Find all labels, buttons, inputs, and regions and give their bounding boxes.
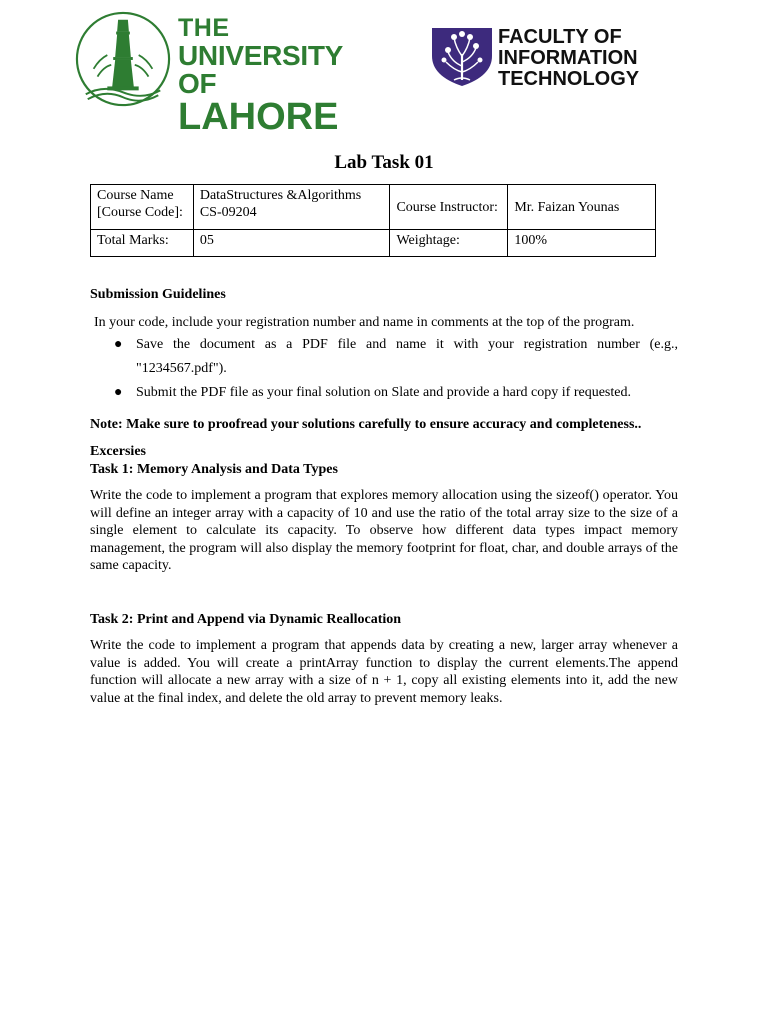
task2-body: Write the code to implement a program that appends data by creating a new, larger array whenever a value is added. You will create a printArray function to display the current elements.The append function will allocate a new array with a size of n + 1, copy all existing elements into it, add the new value at the final index, and delete the old array to prevent memory leaks. bbox=[90, 638, 678, 706]
faculty-logo-text bbox=[498, 27, 639, 90]
tree-shield-icon bbox=[430, 26, 494, 88]
bullet-text: Submit the PDF file as your final solution on Slate and provide a hard copy if requested. bbox=[136, 385, 631, 400]
weightage-value: 100% bbox=[508, 230, 656, 257]
instructor-label: Course Instructor: bbox=[390, 185, 508, 230]
bullet-icon: ● bbox=[114, 385, 123, 400]
note: Note: Make sure to proofread your solutions carefully to ensure accuracy and completeness.. bbox=[90, 417, 642, 432]
course-name-label-cell bbox=[91, 185, 194, 230]
faculty-logo-line3: TECHNOLOGY bbox=[498, 68, 640, 90]
task1-body: Write the code to implement a program that explores memory allocation using the sizeof() operator. You will define an integer array with a capacity of 10 and use the ratio of the total array size to the size of a single element to calculate its capacity. To observe how different data types impact memory management, the program will also display the memory footprint for float, char, and double arrays of the same capacity. bbox=[90, 488, 678, 573]
exercises-heading: Excersies bbox=[90, 444, 146, 459]
course-name-value-cell bbox=[193, 185, 390, 230]
bullet-text: Save the document as a PDF file and name it with your registration number (e.g., "1234567.pdf"). bbox=[136, 337, 678, 376]
task2-heading: Task 2: Print and Append via Dynamic Reallocation bbox=[90, 611, 402, 627]
university-logo-line1: THE bbox=[178, 14, 230, 42]
university-logo-line2: UNIVERSITY OF bbox=[178, 40, 343, 99]
minar-emblem-icon bbox=[74, 10, 172, 108]
course-code-label: [Course Code]: bbox=[97, 205, 183, 220]
page-title: Lab Task 01 bbox=[334, 152, 434, 173]
course-info-table bbox=[90, 184, 656, 257]
list-item bbox=[90, 381, 678, 405]
university-logo-text bbox=[178, 16, 374, 136]
document-body bbox=[90, 286, 678, 707]
faculty-logo-line2: INFORMATION bbox=[498, 47, 638, 69]
submission-intro: In your code, include your registration number and name in comments at the top of the program. bbox=[94, 314, 635, 330]
instructor-value: Mr. Faizan Younas bbox=[508, 185, 656, 230]
university-logo-line3: LAHORE bbox=[178, 96, 339, 138]
bullet-icon: ● bbox=[114, 337, 123, 352]
submission-heading: Submission Guidelines bbox=[90, 287, 226, 302]
course-code-value: CS-09204 bbox=[199, 205, 257, 220]
task1-heading: Task 1: Memory Analysis and Data Types bbox=[90, 461, 338, 477]
faculty-logo-line1: FACULTY OF bbox=[498, 26, 622, 48]
faculty-logo bbox=[430, 26, 670, 90]
university-logo bbox=[74, 8, 374, 138]
weightage-label: Weightage: bbox=[390, 230, 508, 257]
document-header bbox=[0, 0, 768, 138]
table-row bbox=[91, 185, 656, 230]
total-marks-label: Total Marks: bbox=[91, 230, 194, 257]
course-name-value: DataStructures &Algorithms bbox=[199, 188, 362, 203]
table-row bbox=[91, 230, 656, 257]
list-item bbox=[90, 333, 678, 381]
total-marks-value: 05 bbox=[193, 230, 390, 257]
submission-bullet-list bbox=[90, 333, 678, 405]
course-name-label: Course Name bbox=[97, 188, 174, 203]
